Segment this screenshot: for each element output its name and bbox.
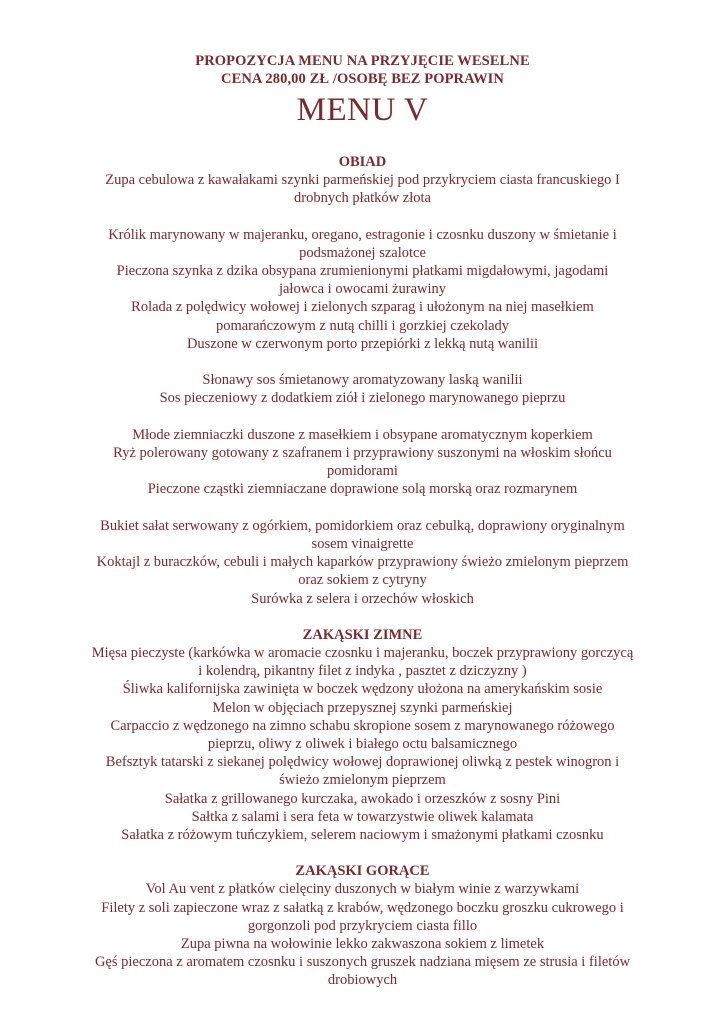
menu-item-line: Bukiet sałat serwowany z ogórkiem, pomidorkiem oraz cebulką, doprawiony oryginalnym: [100, 517, 625, 534]
menu-item-line: Pieczone cząstki ziemniaczane doprawione solą morską oraz rozmarynem: [147, 481, 578, 498]
menu-item: [60, 553, 665, 589]
menu-item: [60, 335, 665, 353]
price-heading: CENA 280,00 ZŁ /OSOBĘ BEZ POPRAWIN: [221, 71, 504, 87]
menu-item-line: Sos pieczeniowy z dodatkiem ziół i zielonego marynowanego pieprzu: [159, 390, 566, 407]
menu-item: [60, 753, 665, 789]
spacer: [60, 207, 665, 225]
menu-item-line: świeżo zmielonym pieprzem: [279, 772, 446, 789]
menu-item: [60, 480, 665, 498]
section-title-obiad: OBIAD: [338, 154, 387, 170]
menu-item: [60, 790, 665, 808]
menu-item-line: drobiowych: [327, 972, 398, 989]
menu-item: [60, 680, 665, 698]
menu-item-line: sosem vinaigrette: [311, 536, 414, 552]
menu-item-line: Sałtka z salami i sera feta w towarzystwie oliwek kalamata: [191, 808, 534, 825]
menu-item-line: Pieczona szynka z dzika obsypana zrumienionymi płatkami migdałowymi, jagodami: [116, 263, 609, 279]
menu-item: [60, 717, 665, 753]
menu-item: [60, 826, 665, 844]
menu-item-line: Ryż polerowany gotowany z szafranem i przyprawiony suszonymi na włoskim słońcu: [113, 445, 612, 461]
menu-item: [60, 444, 665, 480]
spacer: [60, 499, 665, 517]
menu-item-line: drobnych płatków złota: [294, 190, 431, 207]
menu-item: [60, 371, 665, 389]
menu-title: MENU V: [296, 92, 429, 128]
spacer: [60, 844, 665, 862]
menu-item: [60, 171, 665, 207]
menu-item-line: Sałatka z różowym tuńczykiem, selerem naciowym i smażonymi płatkami czosnku: [121, 827, 604, 844]
menu-content: [60, 153, 665, 990]
menu-item: [60, 899, 665, 935]
menu-item-line: Vol Au vent z płatków cielęciny duszonych w białym winie z warzywkami: [145, 881, 580, 898]
menu-header: [0, 52, 725, 128]
menu-item-line: Mięsa pieczyste (karkówka w aromacie czosnku i majeranku, boczek przyprawiony gorczycą: [91, 645, 634, 661]
menu-item: [60, 644, 665, 680]
menu-item: [60, 298, 665, 334]
menu-item-line: Surówka z selera i orzechów włoskich: [251, 590, 474, 607]
menu-item-line: Zupa piwna na wołowinie lekko zakwaszona sokiem z limetek: [180, 936, 545, 953]
menu-item-line: Rolada z polędwicy wołowej i zielonych szparag i ułożonym na niej masełkiem: [131, 299, 594, 316]
spacer: [60, 353, 665, 371]
proposal-heading: PROPOZYCJA MENU NA PRZYJĘCIE WESELNE: [195, 53, 530, 69]
menu-item: [60, 226, 665, 262]
menu-item-line: pomidorami: [327, 463, 398, 480]
menu-item-line: Melon w objęciach przepysznej szynki parmeńskiej: [212, 699, 513, 716]
menu-item: [60, 699, 665, 717]
menu-item-line: Królik marynowany w majeranku, oregano, estragonie i czosnku duszony w śmietanie i: [108, 226, 617, 243]
menu-item-line: Carpaccio z wędzonego na zimno schabu skropione sosem z marynowanego różowego: [110, 717, 615, 734]
menu-item-line: Zupa cebulowa z kawałakami szynki parmeńskiej pod przykryciem ciasta francuskiego I: [105, 172, 620, 188]
menu-item-line: podsmażonej szalotce: [299, 244, 426, 261]
section-title-cold: ZAKĄSKI ZIMNE: [302, 627, 423, 643]
menu-item-line: Gęś pieczona z aromatem czosnku i suszonych gruszek nadziana mięsem ze strusia i filetów: [94, 954, 631, 971]
menu-item-line: Duszone w czerwonym porto przepiórki z lekką nutą wanilii: [186, 335, 539, 352]
menu-item-line: jałowca i owocami żurawiny: [278, 281, 447, 298]
menu-item-line: Befsztyk tatarski z siekanej polędwicy wołowej doprawionej oliwką z pestek winogron i: [105, 754, 620, 771]
menu-item: [60, 262, 665, 298]
menu-item-line: oraz sokiem z cytryny: [298, 572, 427, 589]
menu-item: [60, 808, 665, 826]
menu-item: [60, 517, 665, 553]
menu-item-line: Młode ziemniaczki duszone z masełkiem i obsypane aromatycznym koperkiem: [132, 426, 593, 443]
menu-item: [60, 935, 665, 953]
menu-item-line: gorgonzoli pod przykryciem ciasta fillo: [247, 917, 478, 934]
menu-item: [60, 426, 665, 444]
menu-item-line: Sałatka z grillowanego kurczaka, awokado i orzeszków z sosny Pini: [164, 790, 561, 807]
menu-item-line: pieprzu, oliwy z oliwek i białego octu balsamicznego: [207, 736, 518, 753]
menu-item: [60, 880, 665, 898]
menu-item-line: Filety z soli zapieczone wraz z sałatką z krabów, wędzonego boczku groszku cukrowego i: [101, 899, 624, 916]
section-title-hot: ZAKĄSKI GORĄCE: [295, 863, 430, 880]
menu-item: [60, 953, 665, 989]
spacer: [60, 608, 665, 626]
menu-item: [60, 389, 665, 407]
menu-item: [60, 590, 665, 608]
menu-item-line: pomarańczowym z nutą chilli i gorzkiej czekolady: [215, 317, 510, 334]
menu-item-line: Koktajl z buraczków, cebuli i małych kaparków przyprawiony świeżo zmielonym pieprzem: [96, 554, 629, 571]
menu-item-line: Śliwka kalifornijska zawinięta w boczek wędzony ułożona na amerykańskim sosie: [122, 681, 603, 698]
spacer: [60, 408, 665, 426]
menu-item-line: Słonawy sos śmietanowy aromatyzowany laską wanilii: [202, 372, 523, 389]
menu-item-line: i kolendrą, pikantny filet z indyka , pasztet z dziczyzny ): [198, 663, 527, 680]
